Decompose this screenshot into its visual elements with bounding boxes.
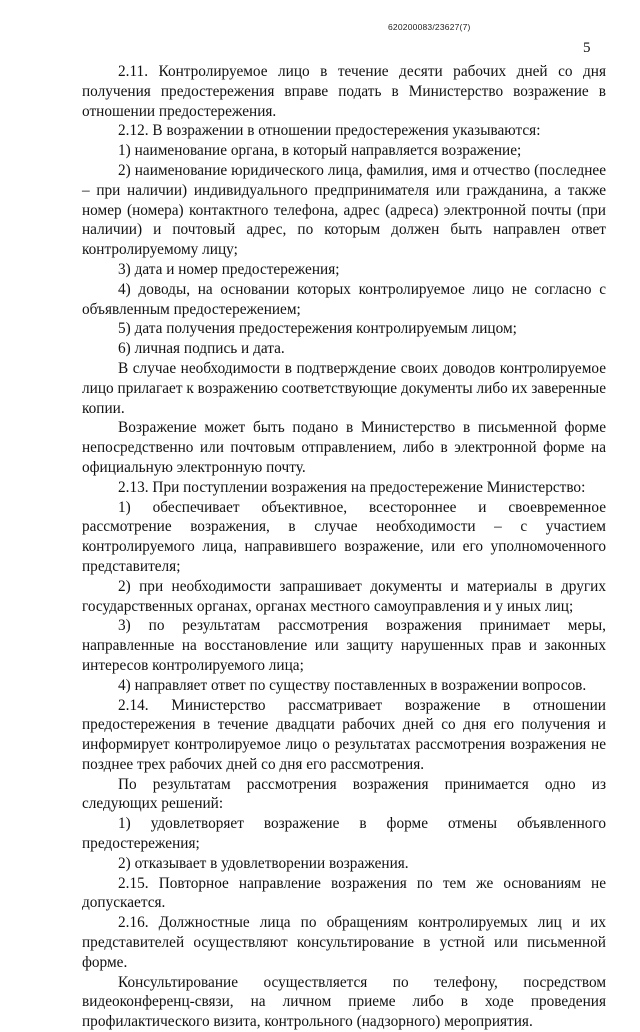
paragraph-2-14: 2.14. Министерство рассматривает возражение в отношении предостережения в течение двадцати рабочих дней со дня его получения и информирует контролируемое лицо о результатах рассмотрения возражения не позднее трех рабочих дней со дня его рассмотрения. xyxy=(82,696,606,773)
list-item: 5) дата получения предостережения контролируемым лицом; xyxy=(118,320,517,338)
paragraph: Консультирование осуществляется по телефону, посредством видеоконференц-связи, на личном приеме либо в ходе проведения профилактического визита, контрольного (надзорного) мероприятия. xyxy=(82,973,606,1031)
list-item: 4) доводы, на основании которых контролируемое лицо не согласно с объявленным предостережением; xyxy=(82,280,606,318)
document-body xyxy=(82,62,606,1032)
list-item: 2) при необходимости запрашивает документы и материалы в других государственных органах, органах местного самоуправления и у иных лиц; xyxy=(82,577,606,615)
list-item: 1) удовлетворяет возражение в форме отмены объявленного предостережения; xyxy=(82,815,606,853)
paragraph-2-16: 2.16. Должностные лица по обращениям контролируемых лиц и их представителей осуществляют консультирование в устной или письменной форме. xyxy=(82,914,606,971)
page-number: 5 xyxy=(583,40,591,56)
document-code: 620200083/23627(7) xyxy=(388,22,471,32)
list-item: 2) отказывает в удовлетворении возражения. xyxy=(118,854,409,872)
list-item: 3) по результатам рассмотрения возражения принимает меры, направленные на восстановление или защиту нарушенных прав и законных интересов контролируемого лица; xyxy=(82,617,606,674)
list-item: 6) личная подпись и дата. xyxy=(118,340,285,358)
paragraph: По результатам рассмотрения возражения принимается одно из следующих решений: xyxy=(82,775,606,813)
paragraph-2-11: 2.11. Контролируемое лицо в течение десяти рабочих дней со дня получения предостережения вправе подать в Министерство возражение в отношении предостережения. xyxy=(82,63,606,120)
list-item: 2) наименование юридического лица, фамилия, имя и отчество (последнее – при наличии) индивидуального предпринимателя или гражданина, а также номер (номера) контактного телефона, адрес (адреса) электронной почты (при наличии) и почтовый адрес, по которым должен быть направлен ответ контролируемому лицу; xyxy=(82,161,606,259)
paragraph-2-13: 2.13. При поступлении возражения на предостережение Министерство: xyxy=(118,478,586,496)
list-item: 3) дата и номер предостережения; xyxy=(118,260,340,278)
paragraph: Возражение может быть подано в Министерство в письменной форме непосредственно или почтовым отправлением, либо в электронной форме на официальную электронную почту. xyxy=(82,419,606,476)
paragraph-2-15: 2.15. Повторное направление возражения по тем же основаниям не допускается. xyxy=(82,874,606,912)
list-item: 1) наименование органа, в который направляется возражение; xyxy=(118,142,522,160)
list-item: 1) обеспечивает объективное, всестороннее и своевременное рассмотрение возражения, в случае необходимости – с участием контролируемого лица, направившего возражение, или его уполномоченного представителя; xyxy=(82,498,606,575)
paragraph: В случае необходимости в подтверждение своих доводов контролируемое лицо прилагает к возражению соответствующие документы либо их заверенные копии. xyxy=(82,359,606,417)
paragraph-2-12: 2.12. В возражении в отношении предостережения указываются: xyxy=(118,122,541,140)
list-item: 4) направляет ответ по существу поставленных в возражении вопросов. xyxy=(118,676,587,694)
